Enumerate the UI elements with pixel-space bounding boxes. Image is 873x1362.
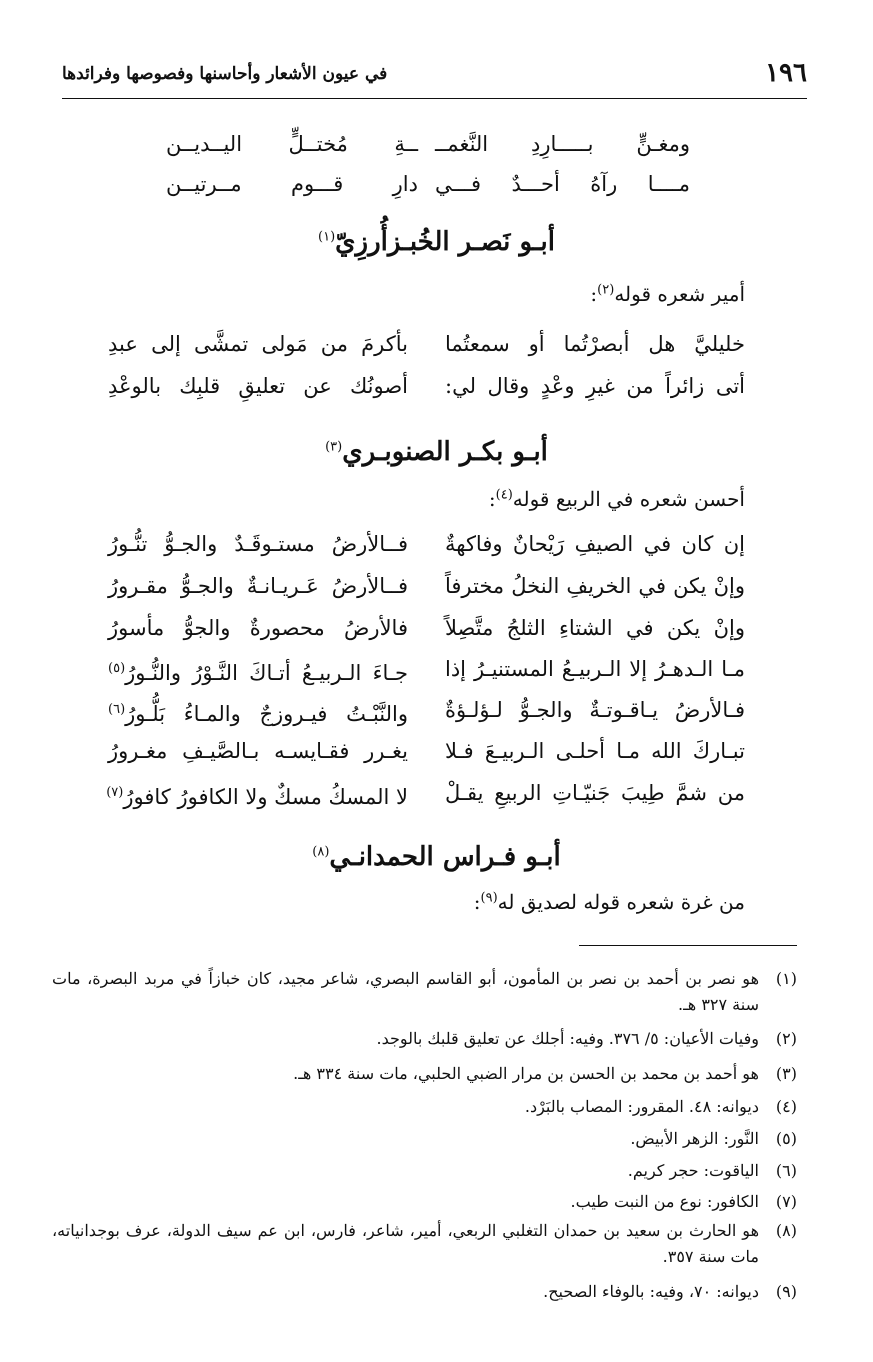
first-hemistich: ومغـنٍّ بـــــارِدِ النَّغمــ [435,132,690,156]
poet-name: أبـو نَصـر الخُبـزأُرزِيّ [335,227,555,257]
footnote [52,1279,797,1305]
first-hemistich: فـالأرضُ يـاقـوتـةٌ والجـوُّ لـؤلـؤةٌ [445,698,745,722]
poem-intro: أحسن شعره في الربيع قوله$^{(٤)}$: [488,487,745,511]
poem-intro: أمير شعره قوله$^{(٢)}$: [590,282,745,306]
second-hemistich [108,775,408,815]
second-hemistich: فــالأرضُ عَـريـانـةٌ والجـوُّ مقـرورُ [108,574,408,598]
footnote-number: (٦) [775,1161,797,1180]
footnote-ref: (٣) [325,439,343,455]
hemistich-text: والنَّبْـتُ فيـروزجٌ والمـاءُ بَلُّـورُ [125,702,408,726]
footnote-number: (٥) [775,1129,797,1148]
verse-line [108,126,745,162]
running-header [62,58,807,88]
poet-heading [0,227,873,257]
footnote-ref: (١) [318,229,336,245]
first-hemistich: خليليَّ هل أبصرْتُما أو سمعتُما [445,332,745,356]
footnote [52,1189,797,1215]
footnote-ref: (٩) [480,890,498,906]
verse-line [108,526,745,562]
verse-line [108,651,745,687]
first-hemistich: تبـاركَ الله مـا أحلـى الـربيـعَ فـلا [445,739,745,763]
first-hemistich: أتى زائراً من غيرِ وعْدٍ وقال لي: [445,374,745,398]
footnote-number: (١) [775,969,797,988]
second-hemistich: بأكرمَ من مَولى تمشَّى إلى عبدِ [108,332,408,356]
footnote-text: هو الحارث بن سعيد بن حمدان التغلبي الربعي، أمير، شاعر، فارس، ابن عم سيف الدولة، عرف بوجدانياته، مات سنة ٣٥٧. [52,1221,759,1266]
second-hemistich: فالأرضُ محصورةٌ والجوُّ مأسورُ [108,616,408,640]
first-hemistich: إن كان في الصيفِ رَيْحانٌ وفاكهةٌ [445,532,745,556]
page-number: ١٩٦ [765,58,807,88]
footnote-rule [579,945,797,946]
footnote [52,1126,797,1152]
intro-text: أحسن شعره في الربيع قوله [512,487,745,511]
footnote [52,1218,797,1270]
second-hemistich: يغـرر فقـايسـه بـالصَّيـفِ مغـرورُ [108,739,408,763]
verse-line [108,610,745,646]
footnote [52,1061,797,1087]
hemistich-text: لا المسكُ مسكٌ ولا الكافورُ كافورُ [123,785,408,809]
footnote-ref: (٦) [108,702,126,717]
footnote [52,1094,797,1120]
verse-line [108,775,745,811]
verse-line [108,326,745,362]
poet-heading [0,842,873,872]
verse-line [108,733,745,769]
running-title: في عيون الأشعار وأحاسنها وفصوصها وفرائدها [62,64,388,84]
second-hemistich: فــالأرضُ مستـوقَـدٌ والجـوُّ تنُّـورُ [108,532,408,556]
second-hemistich [108,692,408,732]
poem-intro: من غرة شعره قوله لصديق له$^{(٩)}$: [473,890,745,914]
footnote-number: (٨) [775,1221,797,1240]
intro-text: أمير شعره قوله [614,282,745,306]
verse-line [108,692,745,728]
header-rule [62,98,807,99]
poet-name: أبـو بكـر الصنوبـري [342,437,548,467]
first-hemistich: مــــا رآهُ أحـــدٌ فـــي [435,172,690,196]
footnote-text: وفيات الأعيان: ٥/ ٣٧٦. وفيه: أجلك عن تعليق قلبك بالوجد. [376,1029,759,1048]
footnote-ref: (٥) [108,661,126,676]
footnote-text: ديوانه: ٧٠، وفيه: بالوفاء الصحيح. [543,1282,759,1301]
footnote [52,966,797,1018]
second-hemistich: دارِ قـــوم مــرتيــن [166,172,418,196]
second-hemistich: أصونُك عن تعليقِ قلبِك بالوعْدِ [108,374,408,398]
footnote-text: هو أحمد بن محمد بن الحسن بن مرار الضبي الحلبي، مات سنة ٣٣٤ هـ. [293,1064,759,1083]
footnote-ref: (٧) [106,785,124,800]
footnote-ref: (٤) [495,487,513,503]
footnote-number: (٣) [775,1064,797,1083]
footnote-text: النَّور: الزهر الأبيض. [630,1129,759,1148]
footnote-text: ديوانه: ٤٨. المقرور: المصاب بالبَرْد. [524,1097,759,1116]
poet-heading [0,437,873,467]
footnote [52,1158,797,1184]
footnote-text: الياقوت: حجر كريم. [627,1161,759,1180]
hemistich-text: جـاءَ الـربيـعُ أتـاكَ النَّـوْرُ والنُّـورُ [125,661,408,685]
footnote-text: الكافور: نوع من النبت طيب. [570,1192,759,1211]
footnote-number: (٤) [775,1097,797,1116]
footnote [52,1026,797,1052]
poet-name: أبـو فـراس الحمدانـي [329,842,561,872]
footnote-ref: (٨) [312,844,330,860]
verse-line [108,568,745,604]
footnote-number: (٧) [775,1192,797,1211]
intro-text: من غرة شعره قوله لصديق له [497,890,745,914]
second-hemistich [108,651,408,691]
first-hemistich: من شمَّ طِيبَ جَنيّـاتِ الربيعِ يقـلْ [445,781,745,805]
footnote-number: (٢) [775,1029,797,1048]
footnote-number: (٩) [775,1282,797,1301]
first-hemistich: وإنْ يكن في الشتاءِ الثلجُ متَّصِلاً [445,616,745,640]
first-hemistich: وإنْ يكن في الخريفِ النخلُ مخترفاً [445,574,745,598]
footnote-text: هو نصر بن أحمد بن نصر بن المأمون، أبو القاسم البصري، شاعر مجيد، كان خبازاً في مربد البصرة، مات سنة ٣٢٧ هـ. [52,969,759,1014]
first-hemistich: مـا الـدهـرُ إلا الـربيـعُ المستنيـرُ إذا [445,657,745,681]
verse-line [108,368,745,404]
verse-line [108,166,745,202]
second-hemistich: ــةِ مُختــلٍّ اليــديــن [166,132,418,156]
footnote-ref: (٢) [597,282,615,298]
